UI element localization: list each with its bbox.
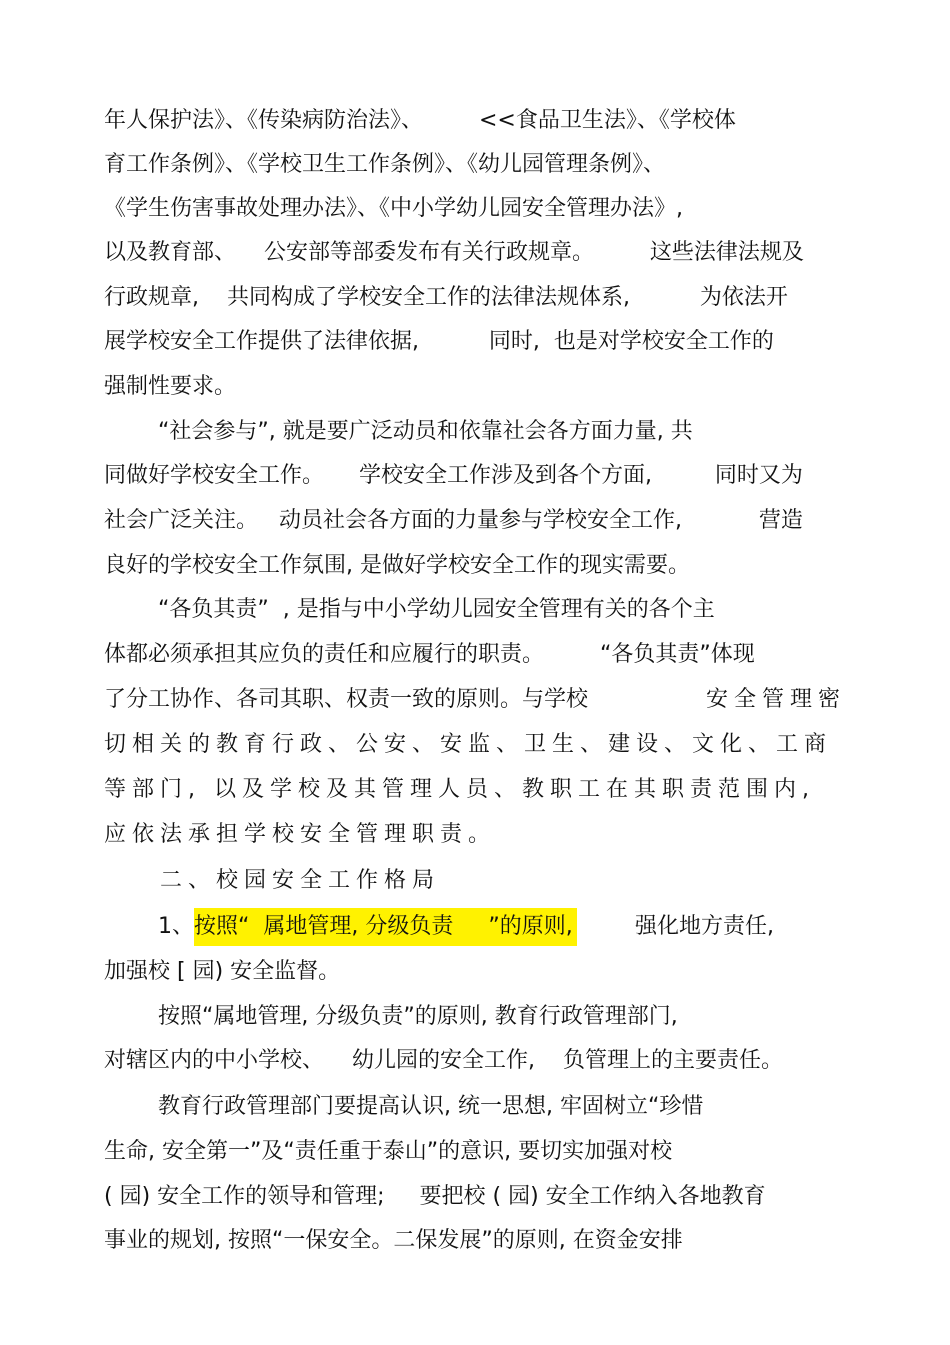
- text-line: 切相关的教育行政、公安、安监、卫生、建设、文化、工商: [104, 732, 833, 757]
- text-line: 加强校 [ 园) 安全监督。: [104, 959, 341, 984]
- section-heading: 二、校园安全工作格局: [160, 868, 441, 893]
- text-line: 以及教育部、 公安部等部委发布有关行政规章。 这些法律法规及: [104, 240, 804, 265]
- text-line: 对辖区内的中小学校、 幼儿园的安全工作, 负管理上的主要责任。: [104, 1048, 783, 1073]
- text-line: 社会广泛关注。 动员社会各方面的力量参与学校安全工作, 营造: [104, 508, 803, 533]
- list-number: 1、: [158, 914, 194, 939]
- text-line: 良好的学校安全工作氛围, 是做好学校安全工作的现实需要。: [104, 553, 690, 578]
- paragraph-start-line: 按照“属地管理, 分级负责”的原则, 教育行政管理部门,: [158, 1004, 678, 1029]
- text-line: 应依法承担学校安全管理职责。: [104, 822, 497, 847]
- text-line: 事业的规划, 按照“一保安全。二保发展”的原则, 在资金安排: [104, 1228, 683, 1253]
- highlighted-text: 按照“ 属地管理, 分级负责 ”的原则,: [194, 908, 577, 946]
- text-fragment: 强化地方责任,: [628, 914, 774, 939]
- text-line: 行政规章, 共同构成了学校安全工作的法律法规体系, 为依法开: [104, 285, 788, 310]
- paragraph-start-line: “社会参与”, 就是要广泛动员和依靠社会各方面力量, 共: [158, 419, 693, 444]
- paragraph-start-line: “各负其责” , 是指与中小学幼儿园安全管理有关的各个主: [158, 597, 715, 622]
- text-line: 同做好学校安全工作。 学校安全工作涉及到各个方面, 同时又为: [104, 463, 803, 488]
- text-line: 体都必须承担其应负的责任和应履行的职责。 “各负其责”体现: [104, 642, 755, 667]
- text-line: 生命, 安全第一”及“责任重于泰山”的意识, 要切实加强对校: [104, 1139, 673, 1164]
- text-line: 年人保护法》、《传染病防治法》、 <<食品卫生法》、《学校体: [104, 108, 736, 133]
- text-line: 育工作条例》、《学校卫生工作条例》、《幼儿园管理条例》、: [104, 152, 666, 177]
- text-line: 展学校安全工作提供了法律依据, 同时, 也是对学校安全工作的: [104, 329, 774, 354]
- text-line: 了分工协作、各司其职、权责一致的原则。与学校: [104, 687, 589, 712]
- text-fragment: 安全管理密: [706, 687, 847, 712]
- text-line: ( 园) 安全工作的领导和管理; 要把校 ( 园) 安全工作纳入各地教育: [104, 1184, 766, 1209]
- text-line: 强制性要求。: [104, 374, 237, 399]
- text-line: 《学生伤害事故处理办法》、《中小学幼儿园安全管理办法》,: [104, 196, 683, 221]
- text-line: 等部门, 以及学校及其管理人员、教职工在其职责范围内,: [104, 777, 815, 802]
- paragraph-start-line: 教育行政管理部门要提高认识, 统一思想, 牢固树立“珍惜: [158, 1094, 704, 1119]
